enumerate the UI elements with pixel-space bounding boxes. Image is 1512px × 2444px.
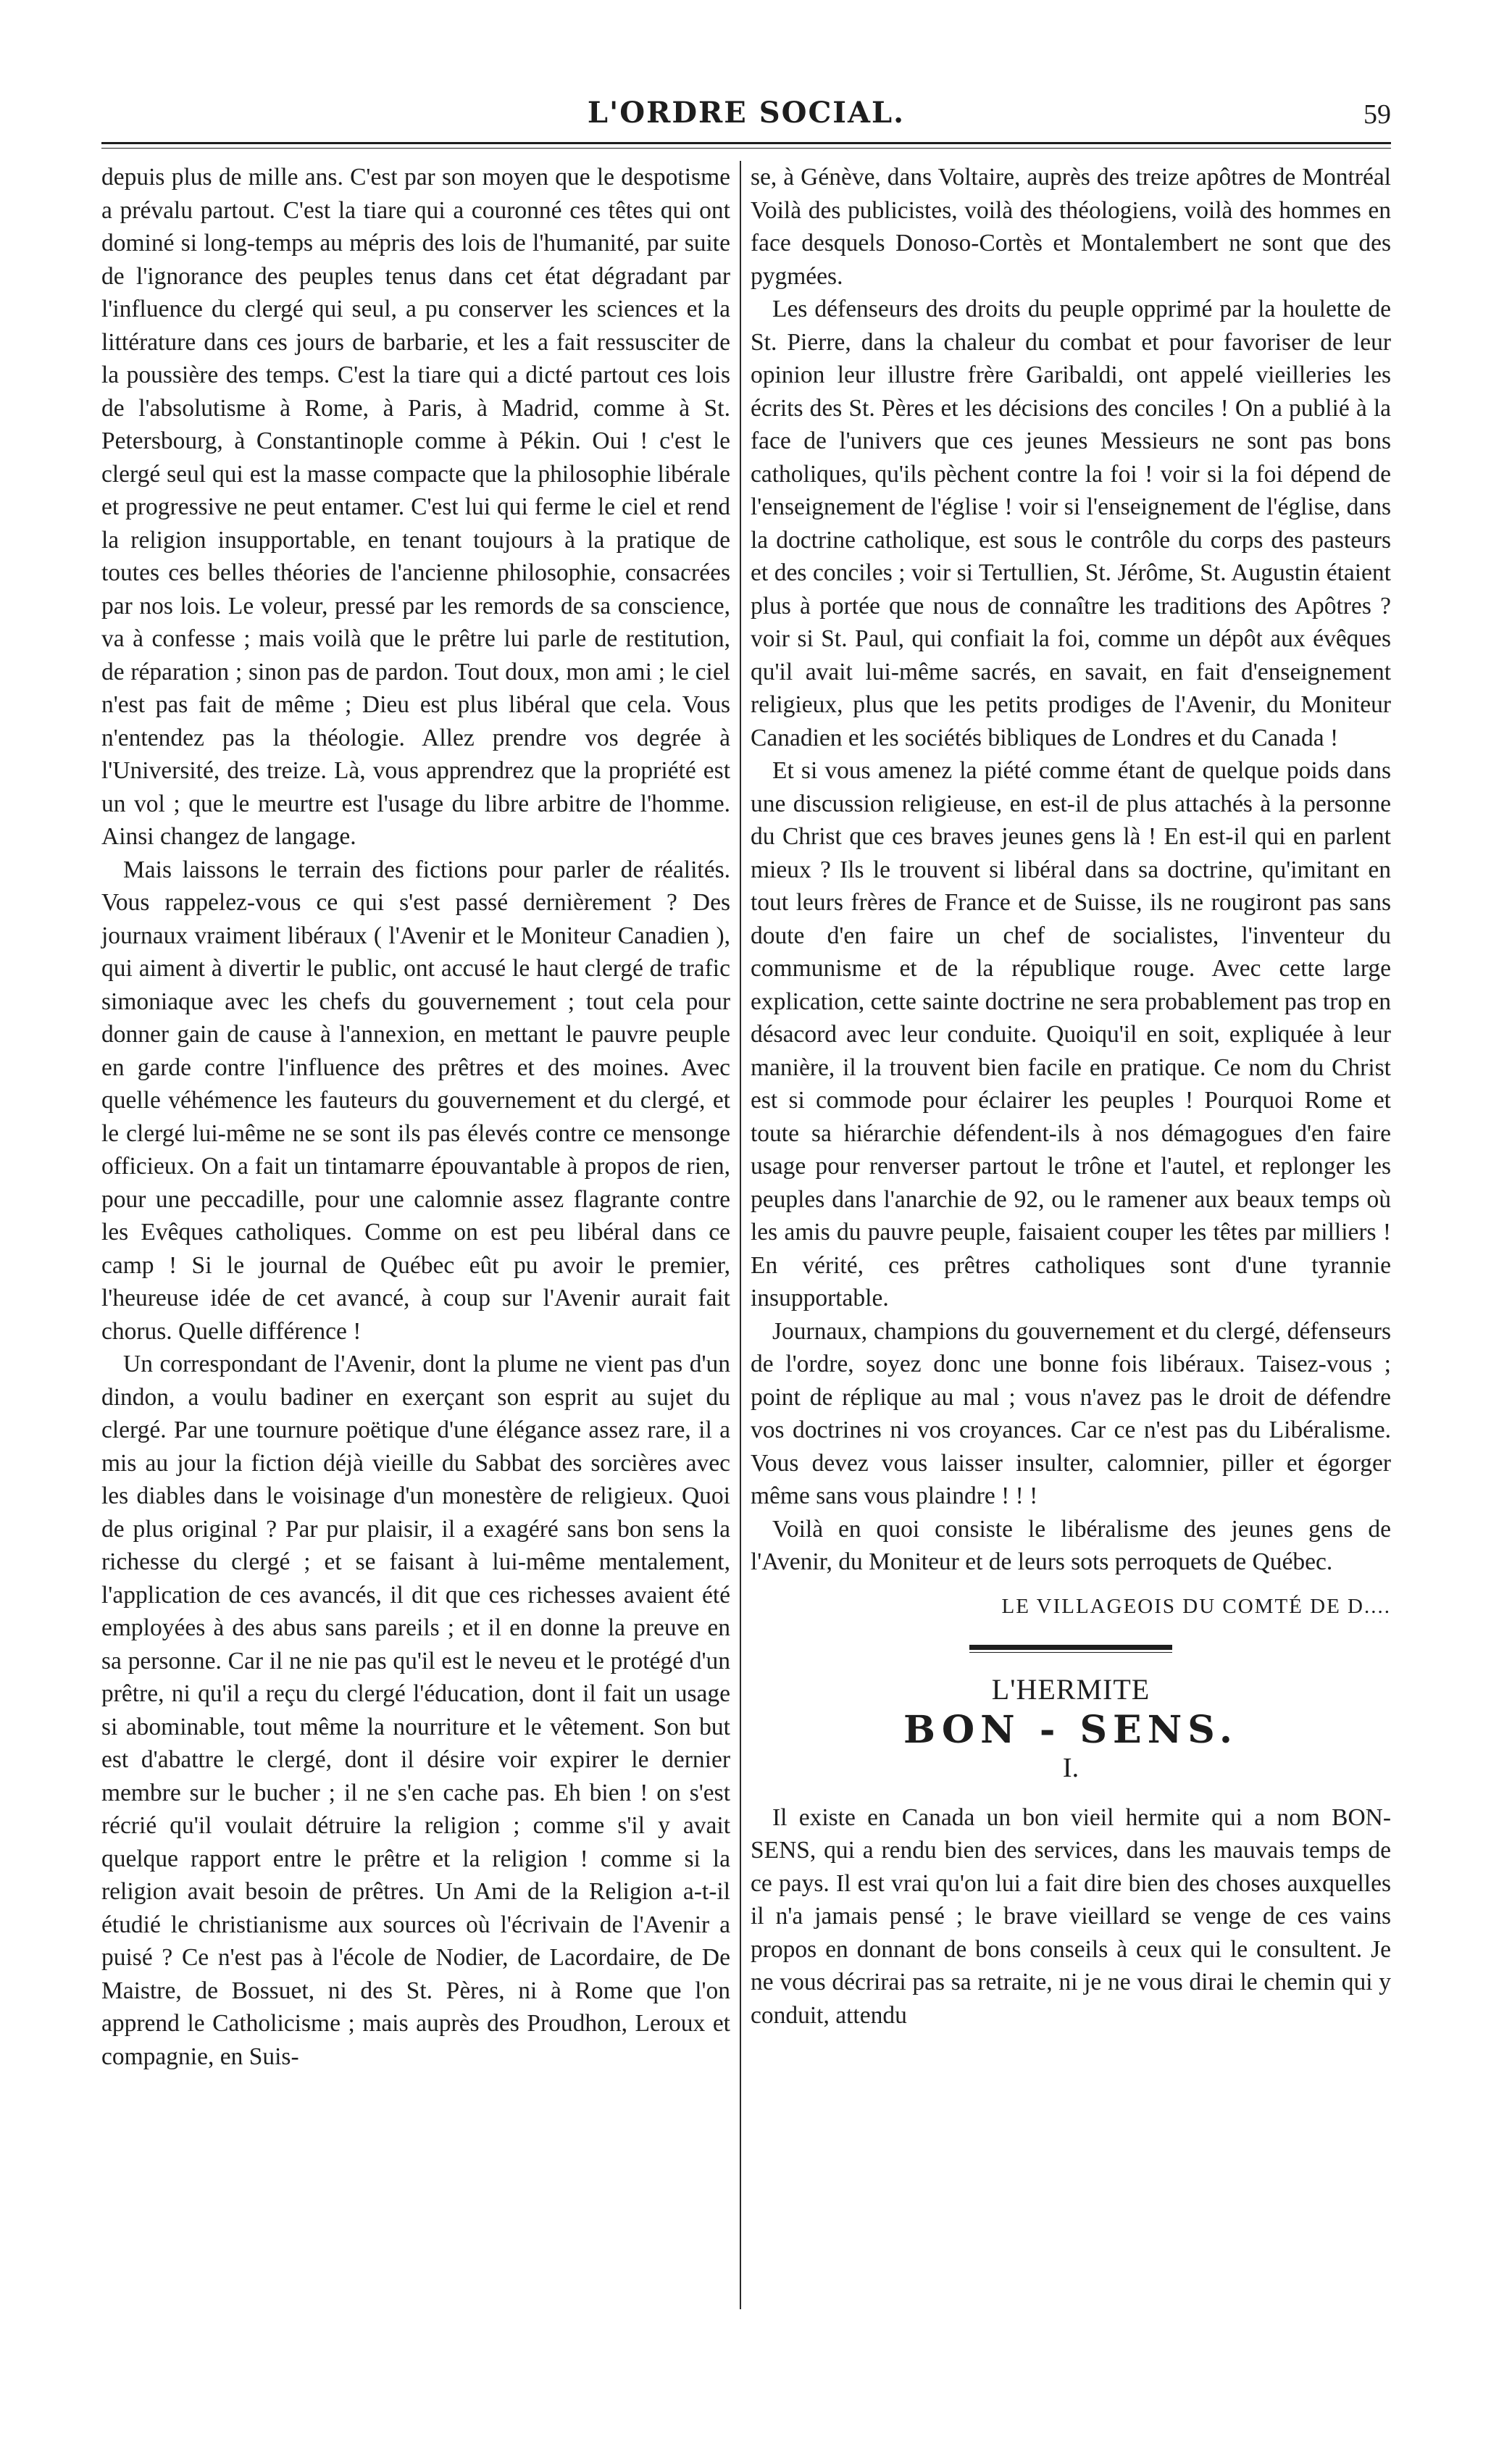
left-paragraph: depuis plus de mille ans. C'est par son moyen que le despotisme a prévalu partout. C'est la tiare qui a couronné ces têtes qui ont dominé si long-temps au mépris des lois de l'humanité, par suite de l'ignorance des peuples tenus dans cet état dégradant par l'influence du clergé qui seul, a pu conserver les sciences et la littérature dans ces jours de barbarie, et les a fait ressusciter de la poussière des temps. C'est la tiare qui a dicté partout ces lois de l'absolutisme à Rome, à Paris, à Madrid, comme à St. Petersbourg, à Constantinople comme à Pékin. Oui ! c'est le clergé seul qui est la masse compacte que la philosophie libérale et progressive ne peut entamer. C'est lui qui ferme le ciel et rend la religion insupportable, en tenant toujours à la pratique de toutes ces belles théories de l'ancienne philosophie, consacrées par nos lois. Le voleur, pressé par les remords de sa conscience, va à confesse ; mais voilà que le prêtre lui parle de restitution, de réparation ; sinon pas de pardon. Tout doux, mon ami ; le ciel n'est pas fait de même ; Dieu est plus libéral que cela. Vous n'entendez pas la théologie. Allez prendre vos degrée à l'Université, des treize. Là, vous apprendrez que la propriété est un vol ; que le meurtre est l'usage du libre arbitre de l'homme. Ainsi changez de langage. bbox=[101, 164, 730, 850]
left-column bbox=[101, 161, 730, 2073]
right-paragraph: Les défenseurs des droits du peuple opprimé par la houlette de St. Pierre, dans la chaleur du combat et pour favoriser de leur opinion leur illustre frère Garibaldi, ont appelé vieilleries les écrits des St. Pères et les décisions des conciles ! On a publié à la face de l'univers que ces jeunes Messieurs ne sont pas bons catholiques, qu'ils pèchent contre la foi ! voir si la foi dépend de l'enseignement de l'église ! voir si l'enseignement de l'église, dans la doctrine catholique, est sous le contrôle du corps des pasteurs et des conciles ; voir si Tertullien, St. Jérôme, St. Augustin étaient plus à portée que nous de connaître les traditions des Apôtres ? voir si St. Paul, qui confiait la foi, comme un dépôt aux évêques qu'il avait lui-même sacrés, en savait, en fait d'enseignement religieux, plus que les petits prodiges de l'Avenir, du Moniteur Canadien et les sociétés bibliques de Londres et du Canada ! bbox=[751, 296, 1391, 751]
section-subtitle: BON - SENS. bbox=[903, 1707, 1239, 1752]
column-divider bbox=[740, 161, 741, 2309]
article-signature: LE VILLAGEOIS DU COMTÉ DE D.... bbox=[1001, 1594, 1391, 1618]
running-title: L'ORDRE SOCIAL. bbox=[587, 96, 906, 130]
section-rule bbox=[969, 1645, 1172, 1653]
page-number: 59 bbox=[1363, 99, 1391, 130]
right-paragraph: Journaux, champions du gouvernement et du clergé, défenseurs de l'ordre, soyez donc une bonne fois libéraux. Taisez-vous ; point de réplique au mal ; vous n'avez pas le droit de défendre vos doctrines ni vos croyances. Car ce n'est pas du Libéralisme. Vous devez vous laisser insulter, calomnier, piller et égorger même sans vous plaindre ! ! ! bbox=[751, 1317, 1391, 1509]
right-column bbox=[751, 161, 1391, 2032]
left-paragraph: Un correspondant de l'Avenir, dont la plume ne vient pas d'un dindon, a voulu badiner en exerçant son esprit au sujet du clergé. Par une tournure poëtique d'une élégance assez rare, il a mis au jour la fiction déjà vieille du Sabbat des sorcières avec les diables dans le voisinage d'un monestère de religieux. Quoi de plus original ? Par pur plaisir, il a exagéré sans bon sens la richesse du clergé ; et se faisant à lui-même mentalement, l'application de ces avancés, il dit que ces richesses avaient été employées à des abus sans pareils ; et il en donne la preuve en sa personne. Car il ne nie pas qu'il est le neveu et le protégé d'un prêtre, ni qu'il a reçu du clergé l'éducation, dont il fait un usage si abominable, tout même la nourriture et le vêtement. Son but est d'abattre le clergé, dont il désire voir expirer le dernier membre sur le bucher ; il ne s'en cache pas. Eh bien ! on s'est récrié qu'il voulait détruire la religion ; comme s'il y avait quelque rapport entre le prêtre et la religion ! comme si la religion avait besoin de prêtres. Un Ami de la Religion a-t-il étudié le christianisme aux sources où l'écrivain de l'Avenir a puisé ? Ce n'est pas à l'école de Nodier, de Lacordaire, de De Maistre, de Bossuet, ni des St. Pères, ni à Rome que l'on apprend le Catholicisme ; mais auprès des Proudhon, Leroux et compagnie, en Suis- bbox=[101, 1351, 730, 2070]
right-paragraph: Et si vous amenez la piété comme étant de quelque poids dans une discussion religieuse, en est-il de plus attachés à la personne du Christ que ces braves jeunes gens là ! En est-il qui en parlent mieux ? Ils le trouvent si libéral dans sa doctrine, qu'imitant en tout leurs frères de France et de Suisse, ils ne rougiront pas sans doute d'en faire un chef de socialistes, l'inventeur du communisme et de la république rouge. Avec cette large explication, cette sainte doctrine ne sera probablement pas trop en désacord avec leur conduite. Quoiqu'il en soit, expliquée à leur manière, il la trouvent bien facile en pratique. Ce nom du Christ est si commode pour éclairer les peuples ! Pourquoi Rome et toute sa hiérarchie défendent-ils à nos démagogues d'en faire usage pour renverser partout le trône et l'autel, et replonger les peuples dans l'anarchie de 92, ou le ramener aux beaux temps où les amis du pauvre peuple, faisaient couper les têtes par milliers ! En vérité, ces prêtres catholiques sont d'une tyrannie insupportable. bbox=[751, 757, 1391, 1311]
header-rule-thin bbox=[101, 148, 1391, 149]
section-numeral: I. bbox=[1062, 1753, 1079, 1783]
right-paragraph: Voilà en quoi consiste le libéralisme des jeunes gens de l'Avenir, du Moniteur et de leurs sots perroquets de Québec. bbox=[751, 1515, 1391, 1575]
header-rule bbox=[101, 142, 1391, 144]
right-paragraph: se, à Génève, dans Voltaire, auprès des treize apôtres de Montréal Voilà des publicistes, voilà des théologiens, voilà des hommes en face desquels Donoso-Cortès et Montalembert ne sont que des pygmées. bbox=[751, 164, 1391, 290]
section-title: L'HERMITE bbox=[991, 1673, 1150, 1706]
left-paragraph: Mais laissons le terrain des fictions pour parler de réalités. Vous rappelez-vous ce qui s'est passé dernièrement ? Des journaux vraiment libéraux ( l'Avenir et le Moniteur Canadien ), qui aiment à divertir le public, ont accusé le haut clergé de trafic simoniaque avec les chefs du gouvernement ; tout cela pour donner gain de cause à l'annexion, en mettant le pauvre peuple en garde contre l'influence des prêtres et des moines. Avec quelle véhémence les fauteurs du gouvernement et du clergé, et le clergé lui-même ne se sont ils pas élevés contre ce mensonge officieux. On a fait un tintamarre épouvantable à propos de rien, pour une peccadille, pour une calomnie assez flagrante contre les Evêques catholiques. Comme on est peu libéral dans ce camp ! Si le journal de Québec eût pu avoir le premier, l'heureuse idée de cet avancé, à coup sur l'Avenir aurait fait chorus. Quelle différence ! bbox=[101, 856, 730, 1345]
page-header bbox=[101, 86, 1391, 129]
section-paragraph: Il existe en Canada un bon vieil hermite qui a nom BON-SENS, qui a rendu bien des services, dans les mauvais temps de ce pays. Il est vrai qu'on lui a fait dire bien des choses auxquelles il n'a jamais pensé ; le brave vieillard se venge de ces vains propos en donnant de bons conseils à ceux qui le consultent. Je ne vous décrirai pas sa retraite, ni je ne vous dirai le chemin qui y conduit, attendu bbox=[751, 1803, 1391, 2029]
